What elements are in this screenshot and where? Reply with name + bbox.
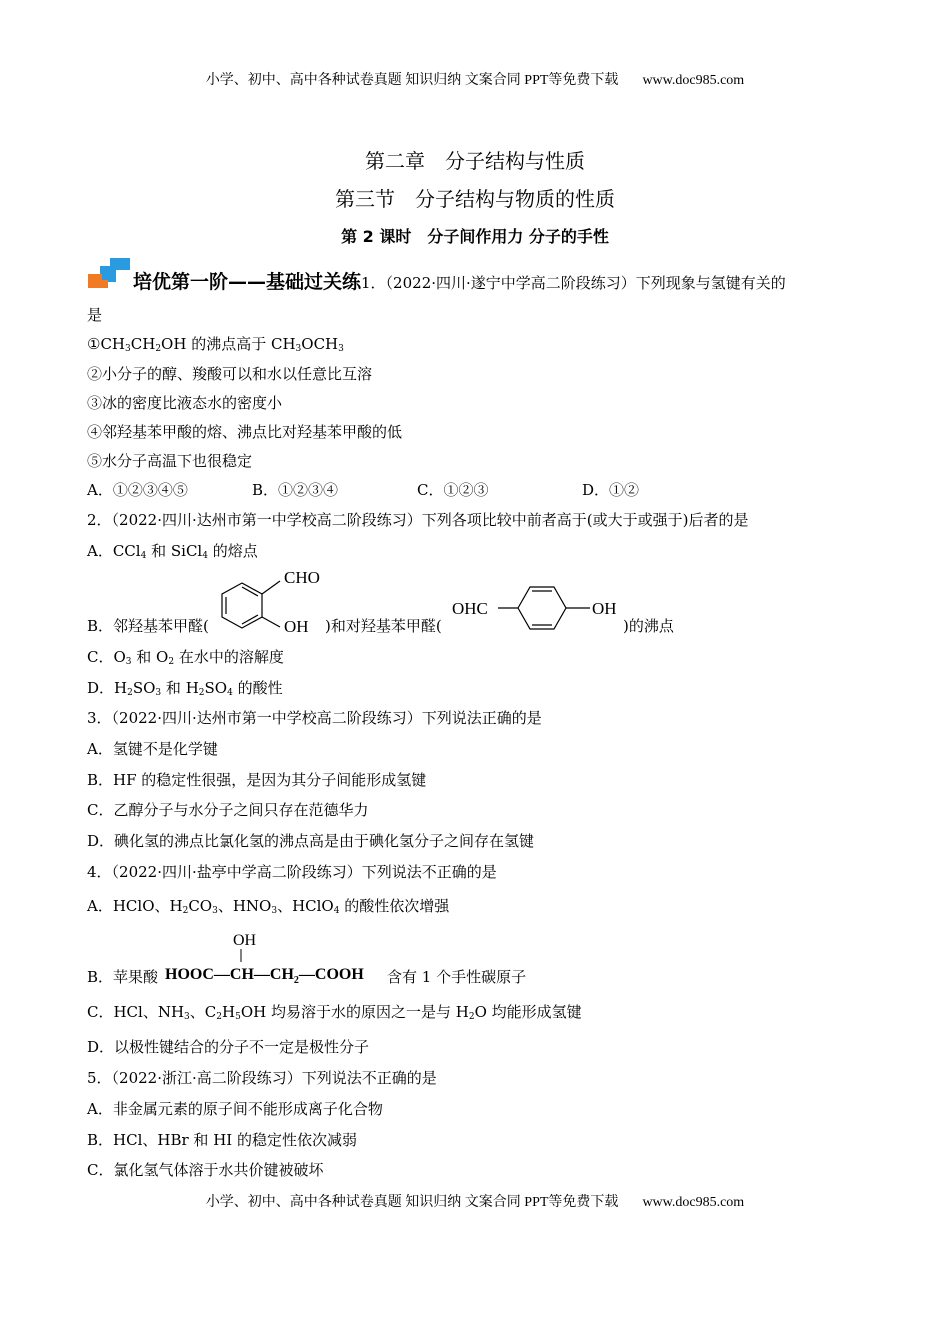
subscript: 2: [198, 688, 205, 698]
subscript: 3: [212, 906, 218, 916]
text-segment: 和 O: [131, 648, 169, 666]
text-segment: 的熔点: [207, 542, 258, 560]
text-segment: ②小分子的醇、羧酸可以和水以任意比互溶: [87, 365, 373, 383]
q4-option-b[interactable]: [87, 967, 158, 987]
text-segment: OH 的沸点高于 CH: [161, 335, 296, 353]
text-segment: 和 SiCl: [146, 542, 203, 560]
subscript: 2: [127, 688, 133, 698]
q1-item-2: [87, 364, 372, 384]
q4-option-b-text: 含有 1 个手性碳原子: [387, 968, 527, 986]
q4-option-d[interactable]: D．以极性键结合的分子不一定是极性分子: [87, 1038, 370, 1056]
header-text: 小学、初中、高中各种试卷真题 知识归纳 文案合同 PPT等免费下载: [205, 73, 619, 88]
question-4-stem: 4．（2022·四川·盐亭中学高二阶段练习）下列说法不正确的是: [87, 863, 497, 881]
subscript: 3: [155, 688, 162, 698]
text-segment: A．CCl: [87, 542, 141, 560]
text-segment: 、HClO: [277, 897, 334, 915]
para-hydroxybenzaldehyde-structure: [452, 582, 624, 634]
section-title: 第三节 分子结构与物质的性质: [335, 187, 615, 211]
section-logo-icon: [88, 258, 132, 290]
subscript: 2: [468, 1012, 475, 1022]
oh-label: OH: [284, 617, 309, 636]
text-segment: D．H: [87, 679, 128, 697]
subscript: 2: [216, 1012, 222, 1022]
page-footer: [0, 1191, 950, 1211]
ohc-label: OHC: [452, 599, 488, 618]
q2-option-b-part3: )的沸点: [623, 617, 674, 635]
q5-option-b[interactable]: B．HCl、HBr 和 HI 的稳定性依次减弱: [87, 1131, 357, 1149]
q3-option-b[interactable]: B．HF 的稳定性很强，是因为其分子间能形成氢键: [87, 771, 427, 789]
cho-label: CHO: [284, 568, 320, 587]
q1-option-c[interactable]: C．①②③: [417, 481, 489, 499]
text-segment: 的酸性依次增强: [339, 897, 450, 915]
oh-label: OH: [233, 932, 257, 949]
q1-item-3: [87, 393, 282, 413]
question-2-stem: 2．（2022·四川·达州市第一中学校高二阶段练习）下列各项比较中前者高于(或大于或强于)后者的是: [87, 511, 749, 529]
text-segment: H: [222, 1003, 236, 1021]
oh-label: OH: [592, 599, 617, 618]
text-segment: C．HCl、NH: [87, 1003, 185, 1021]
q4-b-label: B．苹果酸: [87, 968, 159, 986]
subscript: 4: [202, 551, 208, 561]
subscript: 3: [125, 344, 131, 354]
q5-option-a[interactable]: A．非金属元素的原子间不能形成离子化合物: [87, 1100, 383, 1118]
text-segment: OCH: [301, 335, 339, 353]
formula-main: $HOOC—CH—CH_2—COOH$: [165, 966, 364, 986]
text-segment: ①CH: [87, 335, 126, 353]
subscript: 3: [125, 657, 132, 667]
question-1-stem: 1．（2022·四川·遂宁中学高二阶段练习）下列现象与氢键有关的: [361, 274, 786, 292]
q3-option-a[interactable]: A．氢键不是化学键: [87, 740, 218, 758]
text-segment: SO: [204, 679, 228, 697]
chapter-title: 第二章 分子结构与性质: [365, 149, 585, 173]
text-segment: 、HNO: [217, 897, 272, 915]
header-url[interactable]: www.doc985.com: [642, 73, 745, 88]
q4-option-c[interactable]: [87, 1002, 582, 1027]
subscript: 4: [140, 551, 147, 561]
subscript: 2: [182, 906, 189, 916]
q2-option-c[interactable]: [87, 647, 284, 672]
text-segment: 、C: [189, 1003, 217, 1021]
q2-option-a[interactable]: [87, 541, 258, 566]
q3-option-c[interactable]: C．乙醇分子与水分子之间只存在范德华力: [87, 801, 369, 819]
subscript: 3: [295, 344, 302, 354]
q4-option-a[interactable]: [87, 896, 449, 921]
question-1-stem-cont: 是: [87, 306, 103, 324]
text-segment: A．HClO、H: [87, 897, 183, 915]
text-segment: 和 H: [161, 679, 199, 697]
footer-url[interactable]: www.doc985.com: [642, 1195, 745, 1210]
text-segment: SO: [132, 679, 156, 697]
subscript: 4: [333, 906, 340, 916]
subscript: 4: [227, 688, 233, 698]
text-segment: C．O: [87, 648, 126, 666]
q2-option-b-part1[interactable]: B．邻羟基苯甲醛(: [87, 617, 209, 635]
ortho-hydroxybenzaldehyde-structure: [214, 565, 329, 640]
q1-item-1: [87, 334, 344, 359]
q1-item-5: [87, 451, 252, 471]
question-1-stem-line: [133, 272, 786, 293]
subscript: 5: [235, 1012, 241, 1022]
subscript: 3: [184, 1012, 190, 1022]
text-segment: CH: [130, 335, 156, 353]
q3-option-d[interactable]: D．碘化氢的沸点比氯化氢的沸点高是由于碘化氢分子之间存在氢键: [87, 832, 535, 850]
subscript: 2: [155, 344, 162, 354]
text-segment: OH 均易溶于水的原因之一是与 H: [240, 1003, 469, 1021]
text-segment: ④邻羟基苯甲酸的熔、沸点比对羟基苯甲酸的低: [87, 423, 403, 441]
question-5-stem: 5．（2022·浙江·高二阶段练习）下列说法不正确的是: [87, 1069, 437, 1087]
text-segment: ③冰的密度比液态水的密度小: [87, 394, 283, 412]
text-segment: ⑤水分子高温下也很稳定: [87, 452, 253, 470]
q1-option-d[interactable]: D．①②: [582, 481, 640, 499]
q1-item-4: [87, 422, 402, 442]
section-label: 培优第一阶——基础过关练: [133, 271, 362, 293]
q5-option-c[interactable]: C．氯化氢气体溶于水共价键被破坏: [87, 1161, 324, 1179]
subscript: 3: [338, 344, 344, 354]
q2-option-b-part2: )和对羟基苯甲醛(: [325, 617, 442, 635]
text-segment: 的酸性: [232, 679, 283, 697]
text-segment: O 均能形成氢键: [474, 1003, 582, 1021]
lesson-title: 第 2 课时 分子间作用力 分子的手性: [341, 227, 609, 246]
malic-acid-structure: [163, 928, 383, 988]
q1-option-a[interactable]: A．①②③④⑤: [87, 481, 188, 499]
q1-option-b[interactable]: B．①②③④: [252, 481, 339, 499]
page-header: [0, 69, 950, 89]
text-segment: 在水中的溶解度: [174, 648, 284, 666]
text-segment: CO: [188, 897, 213, 915]
subscript: 2: [168, 657, 175, 667]
q2-option-d[interactable]: [87, 678, 283, 703]
subscript: 3: [271, 906, 278, 916]
footer-text: 小学、初中、高中各种试卷真题 知识归纳 文案合同 PPT等免费下载: [205, 1195, 619, 1210]
question-3-stem: 3．（2022·四川·达州市第一中学校高二阶段练习）下列说法正确的是: [87, 709, 542, 727]
